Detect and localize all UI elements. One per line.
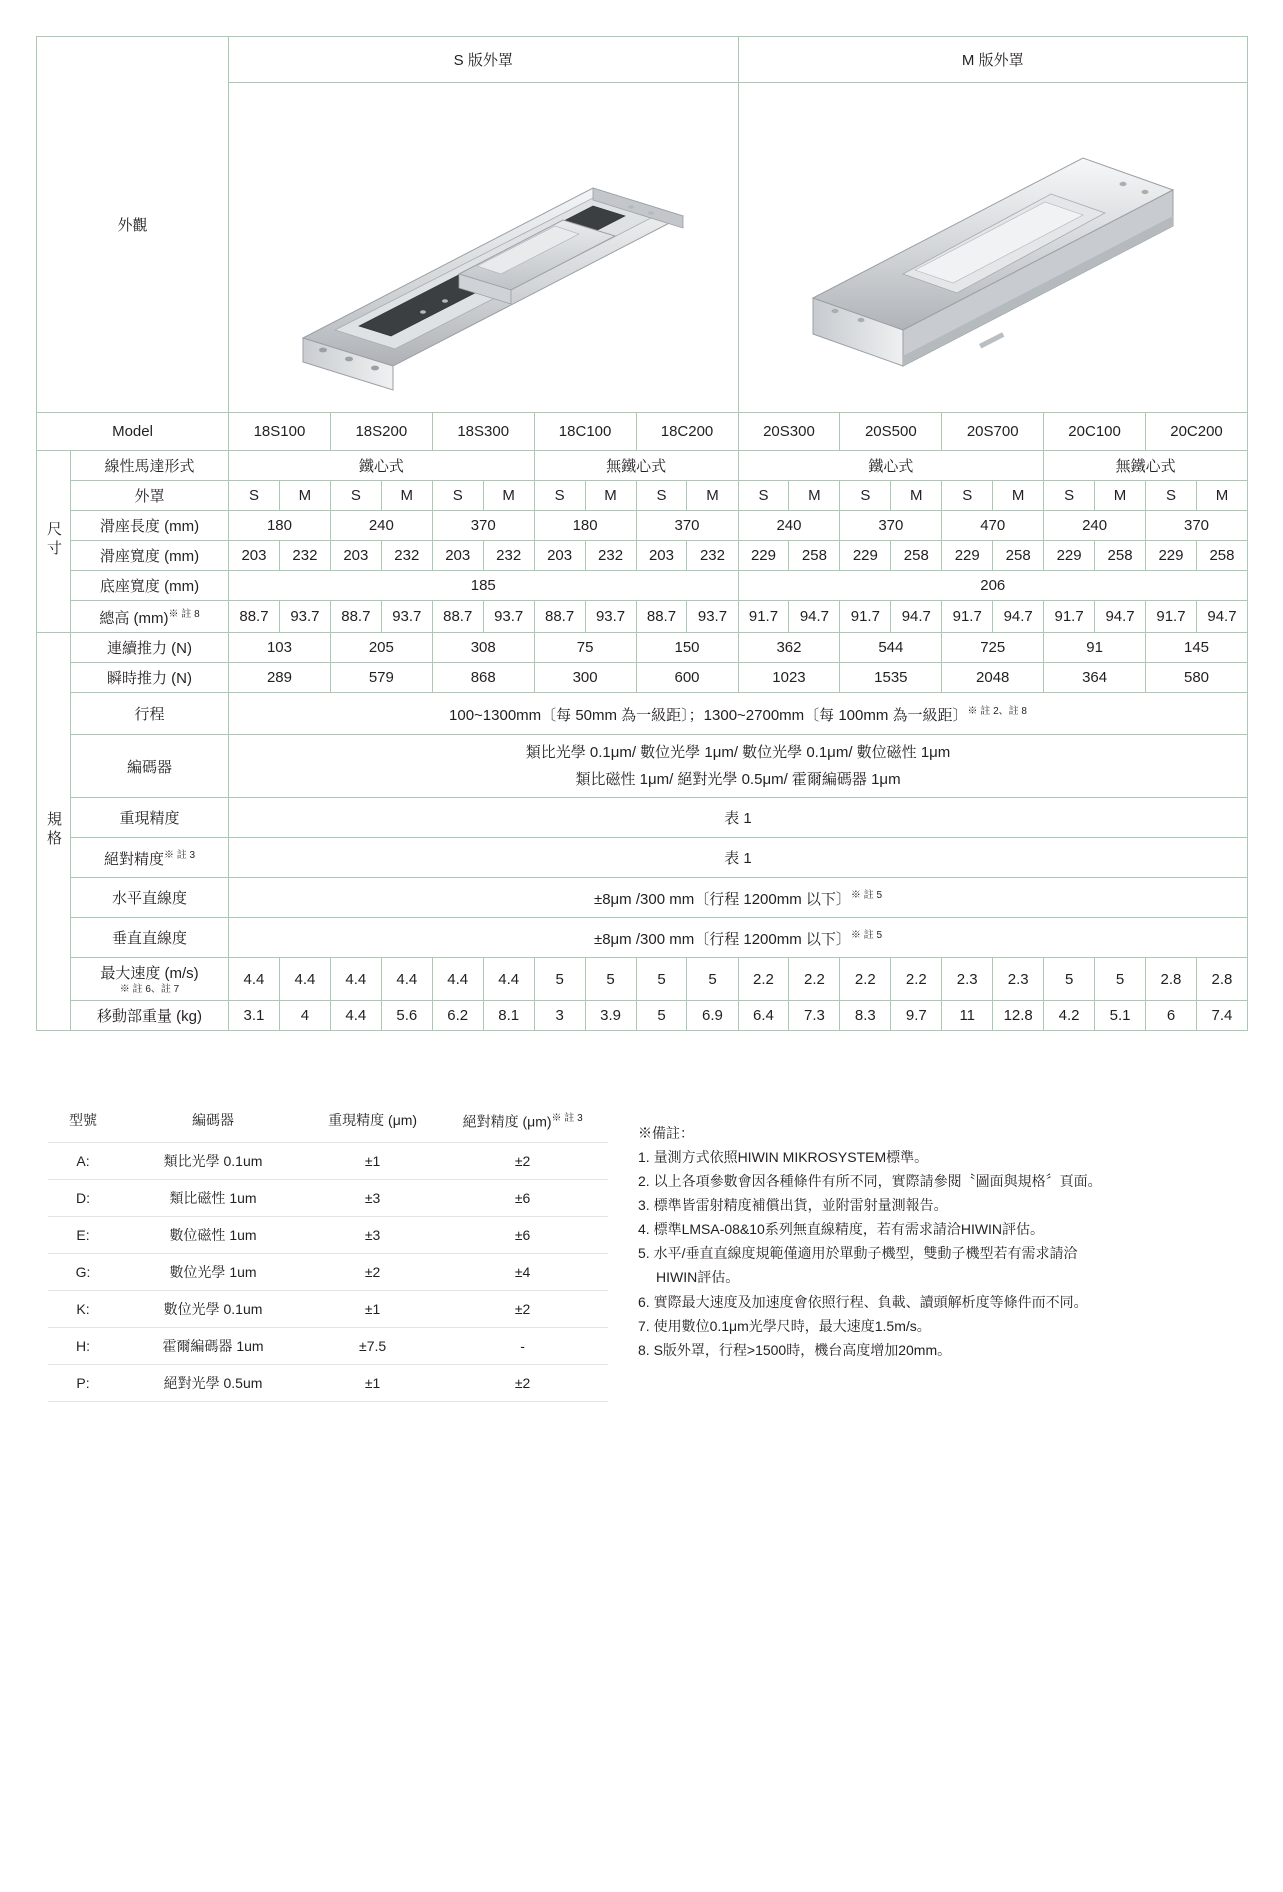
max-speed-value: 2.8 <box>1146 958 1197 1001</box>
encoder-table-header-row <box>48 1101 608 1142</box>
table-row <box>48 1253 608 1290</box>
slider-width-value: 203 <box>432 541 483 571</box>
model-label: Model <box>37 413 229 451</box>
slider-width-row <box>37 541 1248 571</box>
cover-value: S <box>738 481 789 511</box>
slider-width-value: 258 <box>891 541 942 571</box>
model-cell: 20S500 <box>840 413 942 451</box>
encoder-abs: ±6 <box>514 1189 531 1206</box>
cover-value: S <box>1146 481 1197 511</box>
moving-mass-value: 12.8 <box>993 1001 1044 1031</box>
total-height-value: 91.7 <box>1044 601 1095 633</box>
continuous-force-value: 75 <box>534 633 636 663</box>
note-item: 5. 水平/垂直直線度規範僅適用於單動子機型，雙動子機型若有需求請洽 <box>638 1245 1078 1262</box>
moving-mass-value: 11 <box>942 1001 993 1031</box>
slider-width-value: 229 <box>942 541 993 571</box>
specification-table <box>36 36 1248 1031</box>
encoder-row <box>37 735 1248 798</box>
cover-value: M <box>483 481 534 511</box>
encoder-value <box>229 735 1248 798</box>
horizontal-straightness-label: 水平直線度 <box>71 878 229 918</box>
max-speed-value: 5 <box>1095 958 1146 1001</box>
encoder-header-abs: 絕對精度 $(\mu m)^{※ 註 3}$ <box>462 1113 583 1130</box>
slider-width-value: 232 <box>687 541 738 571</box>
encoder-name: 數位光學 1um <box>169 1263 257 1280</box>
slider-length-row <box>37 511 1248 541</box>
encoder-name: 類比光學 0.1um <box>163 1152 263 1169</box>
max-speed-value: 2.2 <box>891 958 942 1001</box>
encoder-abs: ±2 <box>514 1374 531 1391</box>
peak-force-value: 1023 <box>738 663 840 693</box>
model-cell: 18S100 <box>229 413 331 451</box>
encoder-code: K: <box>76 1300 90 1317</box>
slider-width-value: 232 <box>483 541 534 571</box>
model-cell: 20S700 <box>942 413 1044 451</box>
max-speed-value: 2.2 <box>840 958 891 1001</box>
cover-value: M <box>687 481 738 511</box>
continuous-force-value: 362 <box>738 633 840 663</box>
cover-value: M <box>279 481 330 511</box>
slider-width-value: 258 <box>1196 541 1247 571</box>
actuator-image-m <box>738 83 1247 413</box>
total-height-row <box>37 601 1248 633</box>
slider-width-value: 258 <box>1095 541 1146 571</box>
note-item: 1. 量測方式依照HIWIN MIKROSYSTEM標準。 <box>638 1149 929 1166</box>
max-speed-value: 4.4 <box>432 958 483 1001</box>
max-speed-value: 2.3 <box>993 958 1044 1001</box>
actuator-image-s <box>229 83 739 413</box>
slider-length-label: 滑座長度 (mm) <box>71 511 229 541</box>
stroke-row <box>37 693 1248 735</box>
continuous-force-value: 150 <box>636 633 738 663</box>
repeatability-label: 重現精度 <box>71 798 229 838</box>
encoder-abs: - <box>520 1337 525 1354</box>
note-item: 8. S版外罩，行程>1500時，機台高度增加20mm。 <box>638 1341 952 1358</box>
peak-force-value: 300 <box>534 663 636 693</box>
max-speed-value: 4.4 <box>279 958 330 1001</box>
continuous-force-value: 308 <box>432 633 534 663</box>
peak-force-value: 364 <box>1044 663 1146 693</box>
cover-value: S <box>229 481 280 511</box>
continuous-force-value: 91 <box>1044 633 1146 663</box>
total-height-label: 總高 (mm)$^{※ 註 8}$ <box>71 601 229 633</box>
peak-force-label: 瞬時推力 (N) <box>71 663 229 693</box>
note-item: 6. 實際最大速度及加速度會依照行程、負載、讀頭解析度等條件而不同。 <box>638 1293 1088 1310</box>
dimension-side-label: 尺寸 <box>37 451 71 633</box>
stroke-label: 行程 <box>71 693 229 735</box>
moving-mass-value: 8.3 <box>840 1001 891 1031</box>
total-height-value: 93.7 <box>687 601 738 633</box>
max-speed-value: 4.4 <box>229 958 280 1001</box>
encoder-code: G: <box>75 1263 91 1280</box>
encoder-header-code: 型號 <box>69 1112 97 1129</box>
moving-mass-label: 移動部重量 (kg) <box>71 1001 229 1031</box>
max-speed-value: 4.4 <box>381 958 432 1001</box>
encoder-table-body <box>48 1142 608 1401</box>
model-cell: 20C200 <box>1146 413 1248 451</box>
peak-force-row <box>37 663 1248 693</box>
moving-mass-value: 6.2 <box>432 1001 483 1031</box>
max-speed-value: 2.2 <box>738 958 789 1001</box>
table-row <box>48 1290 608 1327</box>
total-height-value: 94.7 <box>1095 601 1146 633</box>
notes-block <box>638 1101 1102 1402</box>
max-speed-value: 5 <box>585 958 636 1001</box>
notes-title: ※備註： <box>638 1125 694 1141</box>
cover-value: S <box>330 481 381 511</box>
cover-value: S <box>636 481 687 511</box>
total-height-value: 91.7 <box>942 601 993 633</box>
continuous-force-value: 103 <box>229 633 331 663</box>
cover-s-header: S 版外罩 <box>229 37 739 83</box>
encoder-repeat: ±2 <box>364 1263 381 1280</box>
total-height-value: 91.7 <box>738 601 789 633</box>
moving-mass-value: 3.1 <box>229 1001 280 1031</box>
moving-mass-value: 9.7 <box>891 1001 942 1031</box>
max-speed-label: 最大速度 (m/s) ※ 註 6、註 7 <box>71 958 229 1001</box>
bottom-section <box>36 1101 1247 1402</box>
horizontal-straightness-value: ±8μm /300 mm〔行程 1200mm 以下〕$^{※ 註 5}$ <box>229 878 1248 918</box>
cover-header-row <box>37 37 1248 83</box>
note-item: 2. 以上各項參數會因各種條件有所不同，實際請參閱〝圖面與規格〞頁面。 <box>638 1173 1102 1190</box>
total-height-value: 88.7 <box>330 601 381 633</box>
absolute-accuracy-row <box>37 838 1248 878</box>
slider-length-value: 370 <box>1146 511 1248 541</box>
max-speed-value: 4.4 <box>483 958 534 1001</box>
cover-value: M <box>1095 481 1146 511</box>
encoder-name: 絕對光學 0.5um <box>163 1374 263 1391</box>
cover-value: M <box>891 481 942 511</box>
encoder-abs: ±6 <box>514 1226 531 1243</box>
moving-mass-value: 3 <box>534 1001 585 1031</box>
motor-type-value: 鐵心式 <box>229 451 535 481</box>
encoder-abs: ±2 <box>514 1300 531 1317</box>
note-item-continuation: HIWIN評估。 <box>656 1269 740 1286</box>
encoder-name: 數位光學 0.1um <box>163 1300 263 1317</box>
model-row <box>37 413 1248 451</box>
cover-value: S <box>942 481 993 511</box>
continuous-force-label: 連續推力 (N) <box>71 633 229 663</box>
encoder-line-2: 類比磁性 1μm/ 絕對光學 0.5μm/ 霍爾編碼器 1μm <box>575 771 901 788</box>
encoder-abs: ±2 <box>514 1152 531 1169</box>
repeatability-value: 表 1 <box>229 798 1248 838</box>
absolute-accuracy-label: 絕對精度$^{※ 註 3}$ <box>71 838 229 878</box>
spec-side-label: 規格 <box>37 633 71 1031</box>
total-height-value: 93.7 <box>279 601 330 633</box>
moving-mass-value: 4 <box>279 1001 330 1031</box>
cover-value: M <box>381 481 432 511</box>
cover-value: M <box>993 481 1044 511</box>
encoder-name: 類比磁性 1um <box>169 1189 257 1206</box>
note-item: 3. 標準皆雷射精度補償出貨，並附雷射量測報告。 <box>638 1197 948 1214</box>
slider-width-value: 229 <box>840 541 891 571</box>
note-item: 4. 標準LMSA-08&10系列無直線精度，若有需求請洽HIWIN評估。 <box>638 1221 1045 1238</box>
total-height-value: 91.7 <box>1146 601 1197 633</box>
continuous-force-value: 725 <box>942 633 1044 663</box>
cover-value: S <box>432 481 483 511</box>
encoder-line-1: 類比光學 0.1μm/ 數位光學 1μm/ 數位光學 0.1μm/ 數位磁性 1μm <box>525 744 951 761</box>
encoder-name: 霍爾編碼器 1um <box>162 1337 264 1354</box>
moving-mass-value: 7.3 <box>789 1001 840 1031</box>
table-row <box>48 1216 608 1253</box>
total-height-value: 93.7 <box>585 601 636 633</box>
encoder-repeat: ±3 <box>364 1226 381 1243</box>
slider-width-value: 232 <box>279 541 330 571</box>
moving-mass-row <box>37 1001 1248 1031</box>
cover-value: S <box>840 481 891 511</box>
continuous-force-value: 205 <box>330 633 432 663</box>
moving-mass-value: 8.1 <box>483 1001 534 1031</box>
moving-mass-value: 6.9 <box>687 1001 738 1031</box>
table-row <box>48 1179 608 1216</box>
moving-mass-value: 5 <box>636 1001 687 1031</box>
linear-stage-m-drawing <box>783 98 1203 398</box>
encoder-repeat: ±1 <box>364 1152 381 1169</box>
table-row <box>48 1327 608 1364</box>
peak-force-value: 579 <box>330 663 432 693</box>
stroke-value: 100~1300mm〔每 50mm 為一級距〕；1300~2700mm〔每 100mm 為一級距〕$^{※ 註 2、註 8}$ <box>229 693 1248 735</box>
moving-mass-value: 5.1 <box>1095 1001 1146 1031</box>
peak-force-value: 2048 <box>942 663 1044 693</box>
peak-force-value: 289 <box>229 663 331 693</box>
slider-length-value: 180 <box>534 511 636 541</box>
max-speed-value: 4.4 <box>330 958 381 1001</box>
motor-type-value: 鐵心式 <box>738 451 1044 481</box>
motor-type-label: 線性馬達形式 <box>71 451 229 481</box>
base-width-value: 206 <box>738 571 1247 601</box>
max-speed-value: 2.2 <box>789 958 840 1001</box>
moving-mass-value: 7.4 <box>1196 1001 1247 1031</box>
encoder-code: E: <box>76 1226 90 1243</box>
encoder-header-repeat: 重現精度 (μm) <box>328 1112 418 1129</box>
encoder-code: D: <box>76 1189 90 1206</box>
encoder-repeat: ±1 <box>364 1300 381 1317</box>
slider-length-value: 180 <box>229 511 331 541</box>
moving-mass-value: 5.6 <box>381 1001 432 1031</box>
motor-type-value: 無鐵心式 <box>1044 451 1248 481</box>
moving-mass-value: 3.9 <box>585 1001 636 1031</box>
encoder-repeat: ±7.5 <box>359 1337 387 1354</box>
moving-mass-value: 6.4 <box>738 1001 789 1031</box>
total-height-value: 88.7 <box>636 601 687 633</box>
slider-width-value: 232 <box>381 541 432 571</box>
slider-width-value: 203 <box>330 541 381 571</box>
base-width-label: 底座寬度 (mm) <box>71 571 229 601</box>
max-speed-value: 5 <box>1044 958 1095 1001</box>
vertical-straightness-value: ±8μm /300 mm〔行程 1200mm 以下〕$^{※ 註 5}$ <box>229 918 1248 958</box>
moving-mass-value: 4.4 <box>330 1001 381 1031</box>
model-cell: 18S200 <box>330 413 432 451</box>
max-speed-value: 5 <box>636 958 687 1001</box>
slider-width-value: 258 <box>993 541 1044 571</box>
encoder-code: A: <box>76 1152 90 1169</box>
total-height-value: 88.7 <box>534 601 585 633</box>
model-cell: 18S300 <box>432 413 534 451</box>
slider-width-value: 203 <box>636 541 687 571</box>
total-height-value: 88.7 <box>432 601 483 633</box>
cover-label: 外罩 <box>71 481 229 511</box>
max-speed-value: 2.8 <box>1196 958 1247 1001</box>
slider-width-value: 203 <box>229 541 280 571</box>
slider-length-value: 240 <box>738 511 840 541</box>
total-height-value: 94.7 <box>891 601 942 633</box>
encoder-code: H: <box>76 1337 90 1354</box>
slider-width-value: 258 <box>789 541 840 571</box>
motor-type-value: 無鐵心式 <box>534 451 738 481</box>
model-cell: 20C100 <box>1044 413 1146 451</box>
encoder-accuracy-table <box>48 1101 608 1402</box>
encoder-label: 編碼器 <box>71 735 229 798</box>
slider-width-value: 229 <box>738 541 789 571</box>
model-cell: 18C200 <box>636 413 738 451</box>
model-cell: 18C100 <box>534 413 636 451</box>
encoder-code: P: <box>76 1374 90 1391</box>
encoder-repeat: ±1 <box>364 1374 381 1391</box>
slider-length-value: 240 <box>1044 511 1146 541</box>
table-row <box>48 1364 608 1401</box>
model-cell: 20S300 <box>738 413 840 451</box>
base-width-value: 185 <box>229 571 739 601</box>
slider-width-value: 229 <box>1044 541 1095 571</box>
cover-row <box>37 481 1248 511</box>
continuous-force-value: 145 <box>1146 633 1248 663</box>
slider-width-value: 229 <box>1146 541 1197 571</box>
cover-value: M <box>585 481 636 511</box>
slider-length-value: 370 <box>432 511 534 541</box>
peak-force-value: 580 <box>1146 663 1248 693</box>
vertical-straightness-row <box>37 918 1248 958</box>
cover-value: M <box>789 481 840 511</box>
slider-width-label: 滑座寬度 (mm) <box>71 541 229 571</box>
total-height-value: 93.7 <box>381 601 432 633</box>
slider-length-value: 370 <box>840 511 942 541</box>
total-height-value: 94.7 <box>993 601 1044 633</box>
continuous-force-row <box>37 633 1248 663</box>
peak-force-value: 1535 <box>840 663 942 693</box>
max-speed-value: 5 <box>534 958 585 1001</box>
absolute-accuracy-value: 表 1 <box>229 838 1248 878</box>
note-item: 7. 使用數位0.1μm光學尺時，最大速度1.5m/s。 <box>638 1317 931 1334</box>
total-height-value: 94.7 <box>789 601 840 633</box>
max-speed-row <box>37 958 1248 1001</box>
max-speed-value: 5 <box>687 958 738 1001</box>
base-width-row <box>37 571 1248 601</box>
cover-value: S <box>534 481 585 511</box>
appearance-label: 外觀 <box>37 37 229 413</box>
max-speed-value: 2.3 <box>942 958 993 1001</box>
total-height-value: 94.7 <box>1196 601 1247 633</box>
motor-type-row <box>37 451 1248 481</box>
moving-mass-value: 4.2 <box>1044 1001 1095 1031</box>
linear-stage-s-drawing <box>263 98 703 398</box>
cover-value: M <box>1196 481 1247 511</box>
total-height-value: 91.7 <box>840 601 891 633</box>
table-row <box>48 1142 608 1179</box>
slider-length-value: 370 <box>636 511 738 541</box>
vertical-straightness-label: 垂直直線度 <box>71 918 229 958</box>
repeatability-row <box>37 798 1248 838</box>
cover-m-header: M 版外罩 <box>738 37 1247 83</box>
total-height-value: 88.7 <box>229 601 280 633</box>
slider-width-value: 232 <box>585 541 636 571</box>
cover-value: S <box>1044 481 1095 511</box>
peak-force-value: 868 <box>432 663 534 693</box>
horizontal-straightness-row <box>37 878 1248 918</box>
slider-width-value: 203 <box>534 541 585 571</box>
slider-length-value: 240 <box>330 511 432 541</box>
encoder-header-name: 編碼器 <box>192 1112 234 1129</box>
continuous-force-value: 544 <box>840 633 942 663</box>
encoder-name: 數位磁性 1um <box>169 1226 257 1243</box>
moving-mass-value: 6 <box>1146 1001 1197 1031</box>
peak-force-value: 600 <box>636 663 738 693</box>
encoder-abs: ±4 <box>514 1263 531 1280</box>
encoder-repeat: ±3 <box>364 1189 381 1206</box>
slider-length-value: 470 <box>942 511 1044 541</box>
total-height-value: 93.7 <box>483 601 534 633</box>
